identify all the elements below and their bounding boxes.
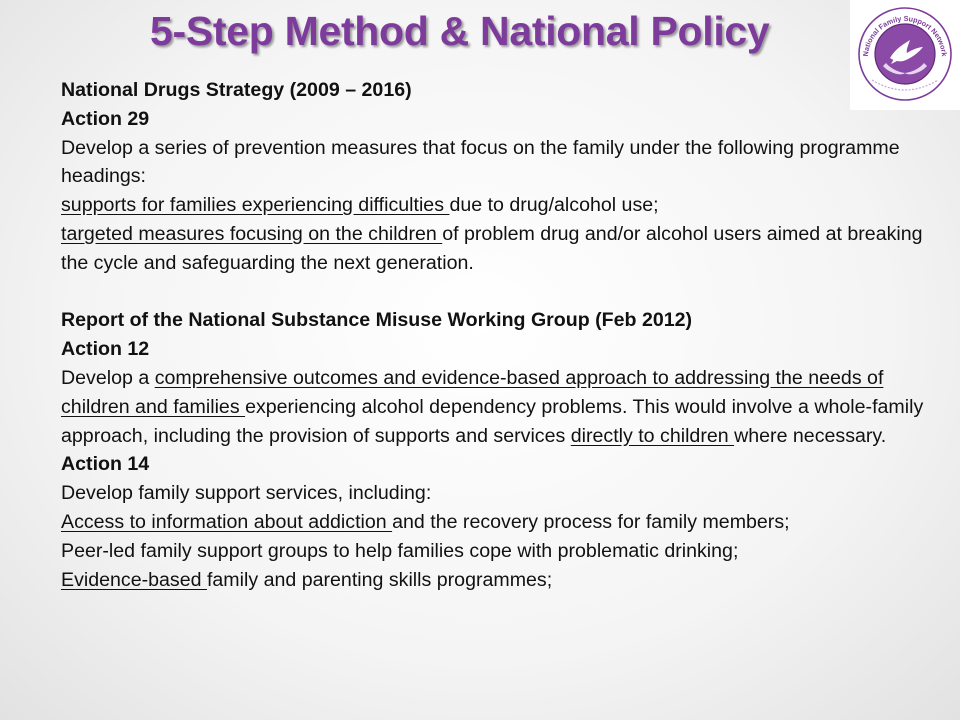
bullet-text: of problem drug and/or alcohol users aimed at breaking the cycle and safeguarding the next generation. xyxy=(61,222,923,274)
underlined-phrase: Evidence-based xyxy=(61,568,207,591)
underlined-phrase: targeted measures focusing on the children xyxy=(61,222,443,245)
action-29-bullet-2 xyxy=(61,220,941,278)
bullet-text: and the recovery process for family members; xyxy=(392,510,790,533)
underlined-phrase: Access to information about addiction xyxy=(61,510,393,533)
action-14-bullet-3 xyxy=(61,566,941,595)
action-12-part-3: where necessary. xyxy=(734,424,887,447)
spacer xyxy=(61,278,941,307)
bullet-text: due to drug/alcohol use; xyxy=(449,194,659,217)
action-12-label: Action 12 xyxy=(61,338,150,361)
strategy-heading: National Drugs Strategy (2009 – 2016) xyxy=(61,79,412,101)
action-29-bullet-1 xyxy=(61,191,941,220)
action-14-bullet-1 xyxy=(61,508,941,537)
action-29-label: Action 29 xyxy=(61,107,150,130)
action-12-part-2: experiencing alcohol dependency problems. This would involve a whole-family approach, including the provision of supports and services xyxy=(61,395,924,447)
svg-text:National Family Support Networ: National Family Support Network xyxy=(860,13,949,57)
action-29-text: Develop a series of prevention measures that focus on the family under the following programme headings: xyxy=(61,136,900,188)
report-heading: Report of the National Substance Misuse Working Group (Feb 2012) xyxy=(61,309,693,332)
action-14-bullet-2: Peer-led family support groups to help families cope with problematic drinking; xyxy=(61,539,739,562)
action-12-part-1: Develop a xyxy=(61,366,155,389)
slide-body xyxy=(61,76,941,594)
underlined-phrase: supports for families experiencing difficulties xyxy=(61,194,450,217)
underlined-phrase: directly to children xyxy=(570,424,735,447)
bullet-text: family and parenting skills programmes; xyxy=(206,568,553,591)
slide-title: 5-Step Method & National Policy xyxy=(150,8,770,54)
action-12-text xyxy=(61,364,941,450)
action-14-text: Develop family support services, including: xyxy=(61,482,432,505)
action-14-label: Action 14 xyxy=(61,453,150,476)
underlined-phrase: comprehensive outcomes and evidence-based approach to addressing the needs of children and families xyxy=(61,366,884,418)
